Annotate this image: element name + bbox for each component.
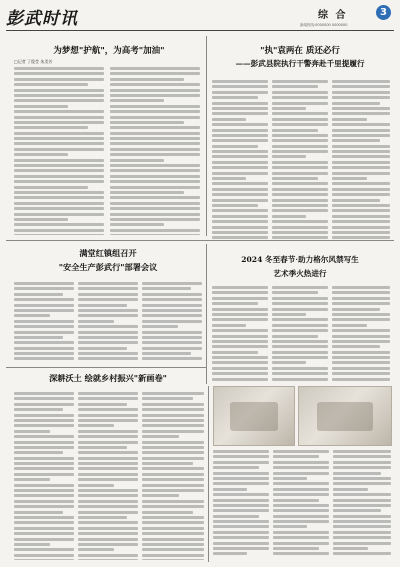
article-4-column-3 [332,286,390,384]
article-4-column-6 [333,450,391,560]
article-2-column-2 [272,80,328,240]
section-name: 综 合 [318,10,348,21]
masthead-divider [6,30,394,31]
article-5-column-2 [78,392,138,560]
article-3-subheadline: "安全生产彭武行"部署会议 [58,262,158,272]
article-2-column-1 [212,80,268,240]
article-1-column-1 [14,67,104,235]
article-5-column-3 [142,392,204,560]
article-4-column-4 [213,450,269,560]
news-photo [298,386,392,446]
news-photo [213,386,295,446]
section-divider [6,367,206,368]
article-4-headline: 2024 冬至春节·助力格尔风禁写生 [241,255,359,264]
column-divider [206,244,207,384]
section-divider [6,240,394,241]
article-3-column-2 [78,282,138,364]
article-5-column-1 [14,392,74,560]
article-4-subheadline: 艺术季火热进行 [273,269,327,278]
masthead-meta: 新闻热线:0000000 0000000 [300,23,348,27]
page-number-badge: 3 [376,5,391,20]
article-3-column-1 [14,282,74,364]
masthead [0,0,400,30]
article-1-column-2 [110,67,200,235]
article-1-byline: □记者 丁俊莹 朱美芳 [14,59,53,64]
newspaper-logo: 彭武时讯 [6,9,78,29]
article-1-headline: 为梦想"护航"，为高考"加油" [53,46,165,56]
article-2-column-3 [332,80,390,240]
article-4-column-5 [273,450,329,560]
article-2-headline: "执"袁两在 质还必行 [260,46,340,56]
column-divider [206,36,207,236]
article-3-headline: 满堂红镇组召开 [79,248,137,258]
article-4-column-2 [272,286,328,384]
article-3-column-3 [142,282,202,364]
article-4-column-1 [212,286,268,384]
column-divider [208,386,209,562]
article-5-headline: 深耕沃土 绘就乡村振兴"新画卷" [49,373,167,383]
article-2-subheadline: ——彭武县院执行干警奔赴千里提履行 [235,59,365,68]
